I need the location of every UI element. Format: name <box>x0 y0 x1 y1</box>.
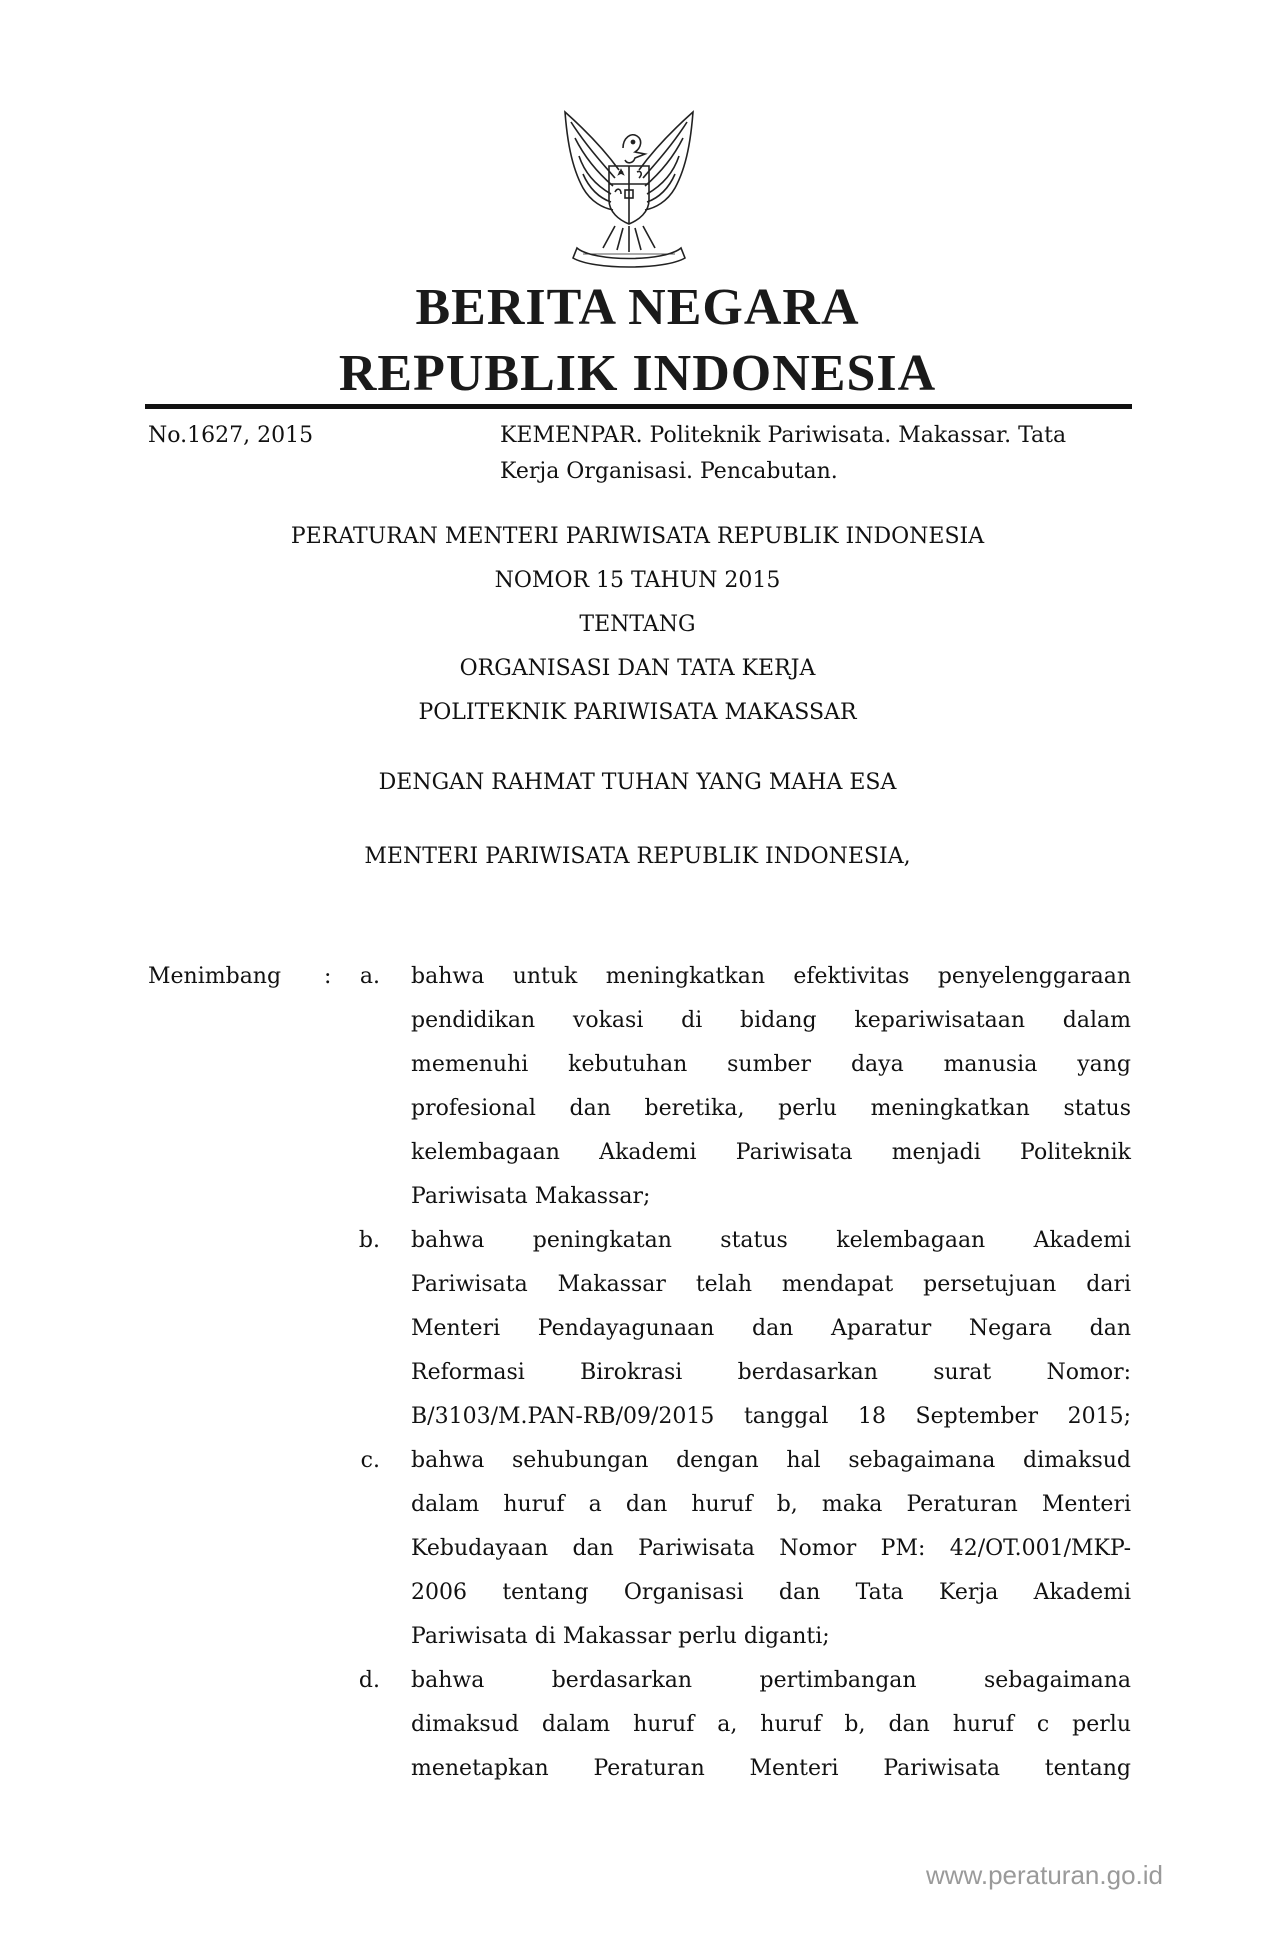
item-line: dimaksud dalam huruf a, huruf b, dan huruf c perlu <box>411 1712 1131 1737</box>
item-line: pendidikan vokasi di bidang kepariwisataan dalam <box>411 1008 1131 1033</box>
masthead-divider <box>145 404 1132 409</box>
minister-line: MENTERI PARIWISATA REPUBLIK INDONESIA, <box>364 844 911 869</box>
item-line: Menteri Pendayagunaan dan Aparatur Negara dan <box>411 1316 1131 1341</box>
footer-website-link[interactable]: www.peraturan.go.id <box>925 1860 1163 1890</box>
masthead-subtitle: REPUBLIK INDONESIA <box>338 345 937 402</box>
gazette-subject-line: Kerja Organisasi. Pencabutan. <box>500 459 838 484</box>
item-line: Pariwisata di Makassar perlu diganti; <box>411 1624 830 1649</box>
item-line: 2006 tentang Organisasi dan Tata Kerja Akademi <box>411 1580 1131 1605</box>
consideration-item-b <box>411 1219 1131 1439</box>
item-line: bahwa peningkatan status kelembagaan Akademi <box>411 1228 1131 1253</box>
item-line: memenuhi kebutuhan sumber daya manusia yang <box>411 1052 1131 1077</box>
consideration-item-c <box>411 1439 1131 1659</box>
item-line: dalam huruf a dan huruf b, maka Peraturan Menteri <box>411 1492 1131 1517</box>
item-letter: c. <box>360 1448 380 1473</box>
item-line: Pariwisata Makassar telah mendapat persetujuan dari <box>411 1272 1131 1297</box>
title-line: PERATURAN MENTERI PARIWISATA REPUBLIK INDONESIA <box>290 524 985 549</box>
item-line: bahwa untuk meningkatkan efektivitas penyelenggaraan <box>411 964 1131 989</box>
title-line: NOMOR 15 TAHUN 2015 <box>494 568 781 593</box>
gazette-subject <box>500 418 1150 490</box>
gazette-subject-line: KEMENPAR. Politeknik Pariwisata. Makassar. Tata <box>500 423 1067 448</box>
item-line: B/3103/M.PAN-RB/09/2015 tanggal 18 September 2015; <box>411 1404 1131 1429</box>
item-letter: b. <box>358 1228 380 1253</box>
item-line: kelembagaan Akademi Pariwisata menjadi Politeknik <box>411 1140 1131 1165</box>
gazette-number: No.1627, 2015 <box>148 423 314 448</box>
garuda-emblem-icon <box>553 108 705 268</box>
item-line: Kebudayaan dan Pariwisata Nomor PM: 42/OT.001/MKP- <box>411 1536 1131 1561</box>
consideration-item-d <box>411 1659 1131 1791</box>
item-line: profesional dan beretika, perlu meningkatkan status <box>411 1096 1131 1121</box>
consideration-item-a <box>411 955 1131 1219</box>
item-letter: d. <box>358 1668 380 1693</box>
regulation-title <box>0 515 1275 735</box>
item-line: Pariwisata Makassar; <box>411 1184 651 1209</box>
blessing-line: DENGAN RAHMAT TUHAN YANG MAHA ESA <box>378 770 897 795</box>
item-line: Reformasi Birokrasi berdasarkan surat Nomor: <box>411 1360 1131 1385</box>
considerations-colon: : <box>324 964 332 989</box>
title-line: ORGANISASI DAN TATA KERJA <box>459 656 816 681</box>
title-line: TENTANG <box>579 612 696 637</box>
item-line: menetapkan Peraturan Menteri Pariwisata tentang <box>411 1756 1131 1781</box>
item-letter: a. <box>359 964 380 989</box>
masthead-title: BERITA NEGARA <box>415 279 860 336</box>
item-line: bahwa berdasarkan pertimbangan sebagaimana <box>411 1668 1131 1693</box>
considerations-label: Menimbang <box>148 964 282 989</box>
item-line: bahwa sehubungan dengan hal sebagaimana dimaksud <box>411 1448 1131 1473</box>
title-line: POLITEKNIK PARIWISATA MAKASSAR <box>418 700 857 725</box>
